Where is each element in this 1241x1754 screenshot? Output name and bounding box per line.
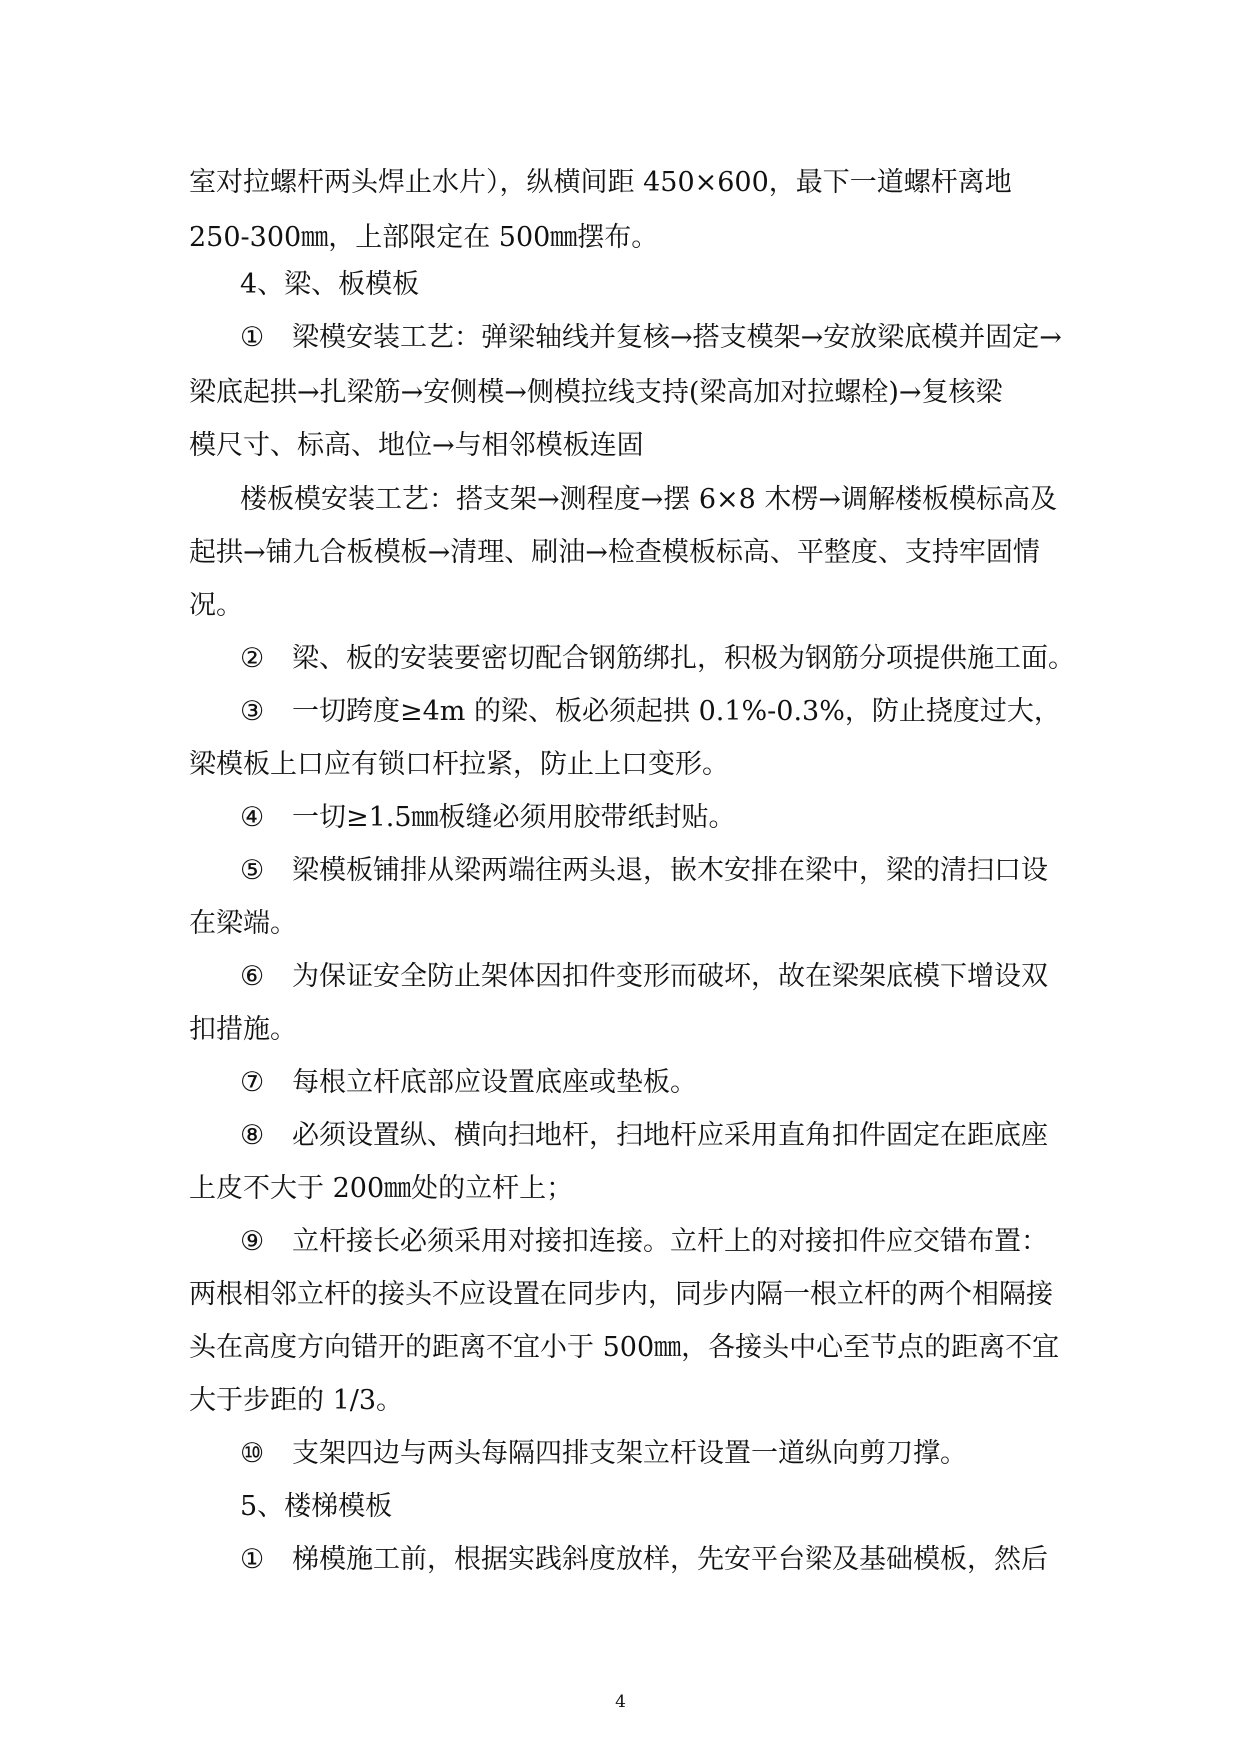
numbered-item xyxy=(0,639,1241,679)
item-text: 必须设置纵、横向扫地杆，扫地杆应采用直角扣件固定在距底座 xyxy=(292,1120,1048,1151)
item-text: 梁模板铺排从梁两端往两头退，嵌木安排在梁中，梁的清扫口设 xyxy=(292,855,1048,886)
line-text: 况。 xyxy=(189,590,243,621)
numbered-item xyxy=(0,957,1241,997)
line-text: 扣措施。 xyxy=(189,1014,297,1045)
paragraph-line xyxy=(0,745,1241,785)
line-text: 梁底起拱→扎梁筋→安侧模→侧模拉线支持(梁高加对拉螺栓)→复核梁 xyxy=(189,377,1003,408)
paragraph-line xyxy=(0,533,1241,573)
item-marker: ② xyxy=(240,643,265,674)
paragraph-line xyxy=(0,163,1241,203)
numbered-item xyxy=(0,798,1241,838)
heading-text: 4、梁、板模板 xyxy=(240,269,420,300)
item-marker: ⑩ xyxy=(240,1438,265,1469)
section-heading-stair-formwork xyxy=(0,1487,1241,1527)
line-text: 室对拉螺杆两头焊止水片），纵横间距 450×600，最下一道螺杆离地 xyxy=(189,167,1012,198)
section-heading-beam-slab-formwork xyxy=(0,265,1241,305)
item-text: 支架四边与两头每隔四排支架立杆设置一道纵向剪刀撑。 xyxy=(292,1438,967,1469)
item-text: 梯模施工前，根据实践斜度放样，先安平台梁及基础模板，然后 xyxy=(292,1544,1048,1575)
line-text: 上皮不大于 200㎜处的立杆上； xyxy=(189,1173,574,1204)
line-text: 起拱→铺九合板模板→清理、刷油→检查模板标高、平整度、支持牢固情 xyxy=(189,537,1040,568)
item-marker: ④ xyxy=(240,802,265,833)
item-text: 每根立杆底部应设置底座或垫板。 xyxy=(292,1067,697,1098)
line-text: 在梁端。 xyxy=(189,908,297,939)
paragraph-line xyxy=(0,426,1241,466)
numbered-item xyxy=(0,1063,1241,1103)
item-marker: ① xyxy=(240,1544,265,1575)
line-text: 梁模板上口应有锁口杆拉紧，防止上口变形。 xyxy=(189,749,729,780)
item-marker: ⑤ xyxy=(240,855,265,886)
item-text: 梁模安装工艺：弹梁轴线并复核→搭支模架→安放梁底模并固定→ xyxy=(292,322,1062,353)
item-marker: ⑦ xyxy=(240,1067,265,1098)
line-text: 头在高度方向错开的距离不宜小于 500㎜，各接头中心至节点的距离不宜 xyxy=(189,1332,1060,1363)
line-text: 楼板模安装工艺：搭支架→测程度→摆 6×8 木楞→调解楼板模标高及 xyxy=(240,484,1058,515)
paragraph-line xyxy=(0,904,1241,944)
item-marker: ③ xyxy=(240,696,265,727)
numbered-item xyxy=(0,692,1241,732)
item-text: 梁、板的安装要密切配合钢筋绑扎，积极为钢筋分项提供施工面。 xyxy=(292,643,1075,674)
numbered-item xyxy=(0,1116,1241,1156)
paragraph-line xyxy=(0,480,1241,520)
numbered-item xyxy=(0,318,1241,358)
item-marker: ⑥ xyxy=(240,961,265,992)
item-marker: ⑨ xyxy=(240,1226,265,1257)
item-marker: ⑧ xyxy=(240,1120,265,1151)
page-number: 4 xyxy=(615,1692,626,1712)
paragraph-line xyxy=(0,373,1241,413)
line-text: 模尺寸、标高、地位→与相邻模板连固 xyxy=(189,430,644,461)
numbered-item xyxy=(0,1540,1241,1580)
item-text: 立杆接长必须采用对接扣连接。立杆上的对接扣件应交错布置： xyxy=(292,1226,1048,1257)
line-text: 250-300㎜，上部限定在 500㎜摆布。 xyxy=(189,222,659,253)
numbered-item xyxy=(0,1434,1241,1474)
item-text: 为保证安全防止架体因扣件变形而破坏，故在梁架底模下增设双 xyxy=(292,961,1048,992)
paragraph-line xyxy=(0,1328,1241,1368)
line-text: 两根相邻立杆的接头不应设置在同步内，同步内隔一根立杆的两个相隔接 xyxy=(189,1279,1053,1310)
heading-text: 5、楼梯模板 xyxy=(240,1491,393,1522)
paragraph-line xyxy=(0,1010,1241,1050)
paragraph-line xyxy=(0,1169,1241,1209)
numbered-item xyxy=(0,851,1241,891)
item-text: 一切跨度≥4m 的梁、板必须起拱 0.1%-0.3%，防止挠度过大， xyxy=(292,696,1061,727)
paragraph-line xyxy=(0,1275,1241,1315)
paragraph-line xyxy=(0,586,1241,626)
item-text: 一切≥1.5㎜板缝必须用胶带纸封贴。 xyxy=(292,802,736,833)
item-marker: ① xyxy=(240,322,265,353)
paragraph-line xyxy=(0,1381,1241,1421)
line-text: 大于步距的 1/3。 xyxy=(189,1385,404,1416)
numbered-item xyxy=(0,1222,1241,1262)
paragraph-line xyxy=(0,218,1241,258)
